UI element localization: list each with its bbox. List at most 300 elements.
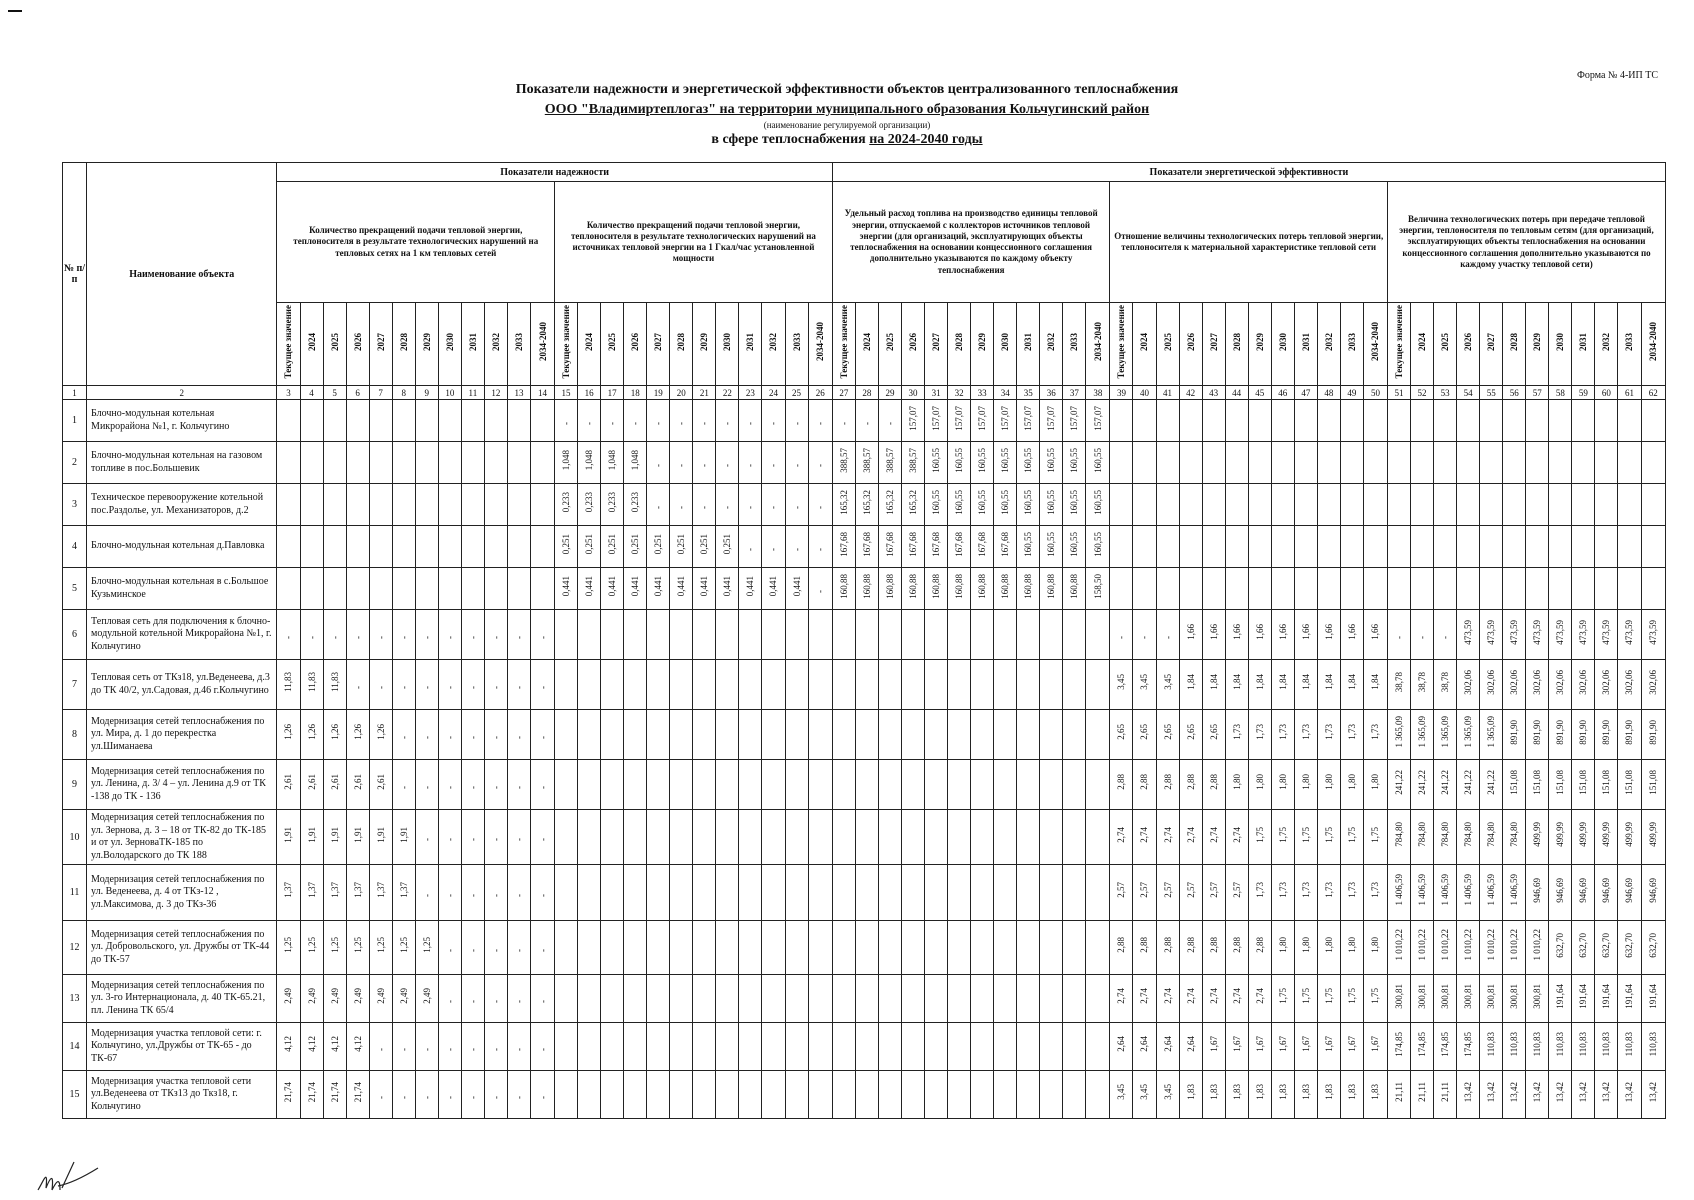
column-number: 48 xyxy=(1317,386,1340,400)
value-cell xyxy=(346,710,369,760)
cell-value: 4,12 xyxy=(283,1036,294,1052)
value-cell xyxy=(762,568,785,610)
value-cell xyxy=(716,568,739,610)
cell-value: - xyxy=(1162,635,1173,639)
value-cell xyxy=(925,568,948,610)
cell-value: 1,80 xyxy=(1277,937,1288,953)
column-number: 50 xyxy=(1363,386,1387,400)
value-cell xyxy=(1225,660,1248,710)
year-header xyxy=(1179,303,1202,386)
cell-value: - xyxy=(490,635,501,639)
value-cell xyxy=(925,865,948,921)
value-cell xyxy=(1225,568,1248,610)
value-cell xyxy=(1618,760,1641,810)
value-cell xyxy=(507,921,530,975)
cell-value: 157,07 xyxy=(1023,405,1034,431)
column-number: 53 xyxy=(1434,386,1457,400)
column-number: 43 xyxy=(1202,386,1225,400)
value-cell xyxy=(1225,1023,1248,1071)
value-cell xyxy=(693,660,716,710)
column-number: 17 xyxy=(601,386,624,400)
value-cell xyxy=(578,760,601,810)
value-cell xyxy=(994,1023,1017,1071)
cell-value: 302,06 xyxy=(1509,669,1520,695)
year-label: 2029 xyxy=(1254,332,1265,351)
cell-value: - xyxy=(490,1047,501,1051)
value-cell xyxy=(1526,526,1549,568)
cell-value: 946,69 xyxy=(1648,877,1659,903)
value-cell xyxy=(1271,660,1294,710)
year-label: 2028 xyxy=(676,332,687,351)
year-label: 2031 xyxy=(1578,332,1589,351)
cell-value: - xyxy=(490,785,501,789)
value-cell xyxy=(925,1023,948,1071)
value-cell xyxy=(1363,400,1387,442)
value-cell xyxy=(438,526,461,568)
value-cell xyxy=(1040,710,1063,760)
value-cell xyxy=(1317,1023,1340,1071)
value-cell xyxy=(507,568,530,610)
year-label: 2030 xyxy=(1000,332,1011,351)
year-header xyxy=(1225,303,1248,386)
value-cell xyxy=(1017,810,1040,865)
value-cell xyxy=(601,921,624,975)
value-cell xyxy=(1317,810,1340,865)
value-cell xyxy=(1294,568,1317,610)
value-cell xyxy=(369,442,392,484)
year-header xyxy=(785,303,808,386)
cell-value: 2,57 xyxy=(1208,882,1219,898)
value-cell xyxy=(1063,760,1086,810)
value-cell xyxy=(555,1023,578,1071)
value-cell xyxy=(1595,400,1618,442)
value-cell xyxy=(878,610,901,660)
cell-value: - xyxy=(676,505,687,509)
value-cell xyxy=(902,1023,925,1071)
cell-value: - xyxy=(699,505,710,509)
cell-value: 1,73 xyxy=(1346,882,1357,898)
value-cell xyxy=(624,442,647,484)
value-cell xyxy=(785,810,808,865)
value-cell xyxy=(1434,975,1457,1023)
value-cell xyxy=(1179,865,1202,921)
group-header-reliability: Показатели надежности xyxy=(277,163,832,182)
cell-value: 1,80 xyxy=(1370,774,1381,790)
value-cell xyxy=(948,921,971,975)
value-cell xyxy=(948,610,971,660)
value-cell xyxy=(507,710,530,760)
cell-value: - xyxy=(513,838,524,841)
value-cell xyxy=(624,710,647,760)
value-cell xyxy=(762,1071,785,1119)
value-cell xyxy=(369,1071,392,1119)
value-cell xyxy=(1294,400,1317,442)
cell-value: 157,07 xyxy=(1046,405,1057,431)
cell-value: 1 406,59 xyxy=(1509,874,1520,906)
value-cell xyxy=(392,921,415,975)
value-cell xyxy=(1248,484,1271,526)
value-cell xyxy=(1040,660,1063,710)
value-cell xyxy=(1179,442,1202,484)
cell-value: 2,65 xyxy=(1208,724,1219,740)
cell-value: - xyxy=(1417,635,1428,639)
value-cell xyxy=(484,568,507,610)
value-cell xyxy=(1641,526,1666,568)
value-cell xyxy=(323,710,346,760)
cell-value: - xyxy=(398,635,409,639)
value-cell xyxy=(1411,526,1434,568)
value-cell xyxy=(578,484,601,526)
cell-value: 1,75 xyxy=(1323,826,1334,843)
value-cell xyxy=(438,660,461,710)
value-cell xyxy=(832,810,855,865)
value-cell xyxy=(1156,442,1179,484)
cell-value: - xyxy=(421,1095,432,1099)
cell-value: 1,26 xyxy=(306,724,317,740)
cell-value: 1 406,59 xyxy=(1463,874,1474,906)
value-cell xyxy=(415,810,438,865)
cell-value: 160,88 xyxy=(884,573,895,599)
cell-value: 13,42 xyxy=(1486,1081,1497,1103)
value-cell xyxy=(578,526,601,568)
value-cell xyxy=(716,484,739,526)
year-header xyxy=(624,303,647,386)
cell-value: 632,70 xyxy=(1555,932,1566,958)
cell-value: 1,83 xyxy=(1300,1084,1311,1100)
column-header-name: Наименование объекта xyxy=(87,163,277,386)
value-cell xyxy=(902,484,925,526)
value-cell xyxy=(1017,442,1040,484)
value-cell xyxy=(878,568,901,610)
cell-value: 2,57 xyxy=(1139,882,1150,898)
value-cell xyxy=(1363,442,1387,484)
cell-value: 1,67 xyxy=(1277,1036,1288,1052)
value-cell xyxy=(300,810,323,865)
value-cell xyxy=(1133,568,1156,610)
value-cell xyxy=(624,568,647,610)
value-cell xyxy=(484,400,507,442)
value-cell xyxy=(1595,1071,1618,1119)
value-cell xyxy=(1572,660,1595,710)
value-cell xyxy=(716,921,739,975)
column-number: 2 xyxy=(87,386,277,400)
value-cell xyxy=(647,865,670,921)
value-cell xyxy=(1595,610,1618,660)
cell-value: 151,08 xyxy=(1648,769,1659,795)
cell-value: - xyxy=(884,421,895,425)
value-cell xyxy=(1503,442,1526,484)
value-cell xyxy=(785,921,808,975)
cell-value: 160,88 xyxy=(977,573,988,599)
value-cell xyxy=(1317,568,1340,610)
cell-value: - xyxy=(630,421,641,425)
row-number: 11 xyxy=(63,865,87,921)
value-cell xyxy=(277,400,300,442)
cell-value: 1,80 xyxy=(1300,774,1311,790)
value-cell xyxy=(647,400,670,442)
cell-value: - xyxy=(584,421,595,425)
cell-value: 1,75 xyxy=(1277,988,1288,1004)
value-cell xyxy=(1017,921,1040,975)
value-cell xyxy=(484,1023,507,1071)
value-cell xyxy=(392,710,415,760)
cell-value: 1,91 xyxy=(375,826,386,843)
row-number: 10 xyxy=(63,810,87,865)
cell-value: 1,83 xyxy=(1323,1084,1334,1100)
value-cell xyxy=(1595,975,1618,1023)
year-header xyxy=(530,303,554,386)
cell-value: 300,81 xyxy=(1509,983,1520,1009)
cell-value: 191,64 xyxy=(1648,983,1659,1009)
cell-value: - xyxy=(421,735,432,739)
value-cell xyxy=(484,975,507,1023)
value-cell xyxy=(647,975,670,1023)
row-number: 2 xyxy=(63,442,87,484)
value-cell xyxy=(369,660,392,710)
value-cell xyxy=(878,810,901,865)
value-cell xyxy=(507,975,530,1023)
year-header xyxy=(1156,303,1179,386)
value-cell xyxy=(415,610,438,660)
cell-value: - xyxy=(444,948,455,952)
value-cell xyxy=(1110,921,1133,975)
value-cell xyxy=(1040,484,1063,526)
cell-value: 1,83 xyxy=(1346,1084,1357,1100)
value-cell xyxy=(762,442,785,484)
cell-value: - xyxy=(490,1095,501,1099)
year-header xyxy=(670,303,693,386)
value-cell xyxy=(716,975,739,1023)
value-cell xyxy=(507,1071,530,1119)
cell-value: 891,90 xyxy=(1509,719,1520,745)
value-cell xyxy=(601,710,624,760)
value-cell xyxy=(670,610,693,660)
cell-value: 1,80 xyxy=(1346,774,1357,790)
cell-value: - xyxy=(838,421,849,425)
value-cell xyxy=(530,710,554,760)
value-cell xyxy=(392,865,415,921)
cell-value: 38,78 xyxy=(1394,671,1404,693)
year-header xyxy=(1526,303,1549,386)
table-row xyxy=(63,760,1666,810)
value-cell xyxy=(1248,610,1271,660)
cell-value: 1,73 xyxy=(1254,724,1265,740)
cell-value: 21,74 xyxy=(306,1081,317,1103)
value-cell xyxy=(624,1071,647,1119)
value-cell xyxy=(1156,810,1179,865)
value-cell xyxy=(1133,484,1156,526)
value-cell xyxy=(1294,1023,1317,1071)
value-cell xyxy=(925,484,948,526)
column-number: 45 xyxy=(1248,386,1271,400)
row-number: 3 xyxy=(63,484,87,526)
cell-value: 2,49 xyxy=(329,988,340,1004)
value-cell xyxy=(1572,1023,1595,1071)
value-cell xyxy=(1434,442,1457,484)
cell-value: - xyxy=(653,421,664,425)
value-cell xyxy=(716,526,739,568)
object-name: Модернизация сетей теплоснабжения по ул. Добровольского, ул. Дружбы от ТК-44 до ТК-57 xyxy=(87,921,277,975)
column-header-no: № п/п xyxy=(63,163,87,386)
cell-value: - xyxy=(329,635,340,639)
cell-value: 1,83 xyxy=(1208,1084,1219,1100)
year-header xyxy=(1040,303,1063,386)
cell-value: 1,75 xyxy=(1300,988,1311,1004)
value-cell xyxy=(1156,975,1179,1023)
cell-value: - xyxy=(722,505,733,509)
column-number: 37 xyxy=(1063,386,1086,400)
value-cell xyxy=(277,760,300,810)
value-cell xyxy=(716,1071,739,1119)
value-cell xyxy=(716,442,739,484)
cell-value: 300,81 xyxy=(1486,983,1497,1009)
value-cell xyxy=(1595,484,1618,526)
value-cell xyxy=(971,660,994,710)
value-cell xyxy=(762,975,785,1023)
row-number: 14 xyxy=(63,1023,87,1071)
year-label: 2031 xyxy=(1023,332,1034,351)
year-header xyxy=(647,303,670,386)
cell-value: 2,57 xyxy=(1185,882,1196,898)
cell-value: 151,08 xyxy=(1578,769,1589,795)
value-cell xyxy=(1618,710,1641,760)
cell-value: 241,22 xyxy=(1394,769,1404,795)
value-cell xyxy=(415,975,438,1023)
cell-value: 0,251 xyxy=(607,533,618,555)
value-cell xyxy=(994,710,1017,760)
year-header xyxy=(369,303,392,386)
value-cell xyxy=(300,1023,323,1071)
cell-value: - xyxy=(861,421,872,425)
cell-value: 174,85 xyxy=(1394,1031,1404,1057)
cell-value: 110,83 xyxy=(1601,1031,1612,1057)
cell-value: 499,99 xyxy=(1578,822,1589,847)
value-cell xyxy=(1340,484,1363,526)
cell-value: 0,251 xyxy=(722,533,733,555)
value-cell xyxy=(971,568,994,610)
value-cell xyxy=(1086,1071,1110,1119)
value-cell xyxy=(925,1071,948,1119)
value-cell xyxy=(1156,610,1179,660)
value-cell xyxy=(1017,526,1040,568)
value-cell xyxy=(1063,865,1086,921)
cell-value: 388,57 xyxy=(884,447,895,473)
cell-value: 0,441 xyxy=(745,575,756,597)
year-header xyxy=(392,303,415,386)
cell-value: 21,74 xyxy=(329,1081,340,1103)
cell-value: 302,06 xyxy=(1486,669,1497,695)
cell-value: - xyxy=(815,505,826,509)
year-label: 2033 xyxy=(1346,332,1357,351)
value-cell xyxy=(1086,526,1110,568)
value-cell xyxy=(601,484,624,526)
value-cell xyxy=(323,865,346,921)
value-cell xyxy=(855,484,878,526)
value-cell xyxy=(1086,760,1110,810)
year-label: 2028 xyxy=(398,332,409,351)
year-header xyxy=(1063,303,1086,386)
object-name: Модернизация участка тепловой сети: г. Кольчугино, ул.Дружбы от ТК-65 - до ТК-67 xyxy=(87,1023,277,1071)
cell-value: 1,91 xyxy=(306,826,317,843)
value-cell xyxy=(1294,760,1317,810)
value-cell xyxy=(346,975,369,1023)
value-cell xyxy=(1202,1071,1225,1119)
value-cell xyxy=(693,760,716,810)
value-cell xyxy=(1457,610,1480,660)
year-label: Текущее значение xyxy=(1394,304,1404,379)
value-cell xyxy=(392,760,415,810)
value-cell xyxy=(530,442,554,484)
row-number: 6 xyxy=(63,610,87,660)
value-cell xyxy=(1411,1023,1434,1071)
value-cell xyxy=(1411,810,1434,865)
cell-value: 1,25 xyxy=(329,937,340,953)
column-number: 11 xyxy=(461,386,484,400)
value-cell xyxy=(1294,810,1317,865)
value-cell xyxy=(1480,526,1503,568)
value-cell xyxy=(1340,526,1363,568)
year-header xyxy=(1202,303,1225,386)
cell-value: 300,81 xyxy=(1532,983,1543,1009)
value-cell xyxy=(716,810,739,865)
value-cell xyxy=(855,400,878,442)
form-label: Форма № 4-ИП ТС xyxy=(1576,70,1658,81)
value-cell xyxy=(1618,660,1641,710)
cell-value: 300,81 xyxy=(1394,983,1404,1009)
cell-value: 160,55 xyxy=(954,489,965,515)
cell-value: 1,83 xyxy=(1277,1084,1288,1100)
value-cell xyxy=(693,484,716,526)
value-cell xyxy=(1179,921,1202,975)
cell-value: - xyxy=(444,735,455,739)
column-number: 44 xyxy=(1225,386,1248,400)
value-cell xyxy=(1434,865,1457,921)
column-number: 5 xyxy=(323,386,346,400)
cell-value: 0,233 xyxy=(584,491,595,513)
table-row xyxy=(63,610,1666,660)
column-number: 13 xyxy=(507,386,530,400)
year-header xyxy=(578,303,601,386)
value-cell xyxy=(785,760,808,810)
column-number: 7 xyxy=(369,386,392,400)
year-label: 2032 xyxy=(768,332,779,351)
subgroup-header-3: Удельный расход топлива на производство единицы тепловой энергии, отпускаемой с коллекторов источников тепловой энергии (для организаций, эксплуатирующих объекты теплоснабжения на основании концессионного соглашения дополнительно указываются по каждому объекту теплоснабжения xyxy=(832,182,1110,303)
value-cell xyxy=(369,975,392,1023)
value-cell xyxy=(555,526,578,568)
value-cell xyxy=(1549,921,1572,975)
value-cell xyxy=(1202,526,1225,568)
cell-value: - xyxy=(1394,635,1404,639)
column-number: 20 xyxy=(670,386,693,400)
cell-value: - xyxy=(607,421,618,425)
cell-value: - xyxy=(815,463,826,467)
value-cell xyxy=(1457,1023,1480,1071)
cell-value: - xyxy=(490,893,501,897)
cell-value: 2,61 xyxy=(329,774,340,790)
cell-value: - xyxy=(699,421,710,425)
year-label: 2034-2040 xyxy=(1370,322,1381,361)
value-cell xyxy=(647,1023,670,1071)
year-header xyxy=(1110,303,1133,386)
cell-value: - xyxy=(768,421,779,425)
value-cell xyxy=(484,921,507,975)
value-cell xyxy=(739,400,762,442)
value-cell xyxy=(971,526,994,568)
value-cell xyxy=(1040,865,1063,921)
cell-value: 1,66 xyxy=(1277,624,1288,640)
value-cell xyxy=(1618,484,1641,526)
value-cell xyxy=(1133,442,1156,484)
